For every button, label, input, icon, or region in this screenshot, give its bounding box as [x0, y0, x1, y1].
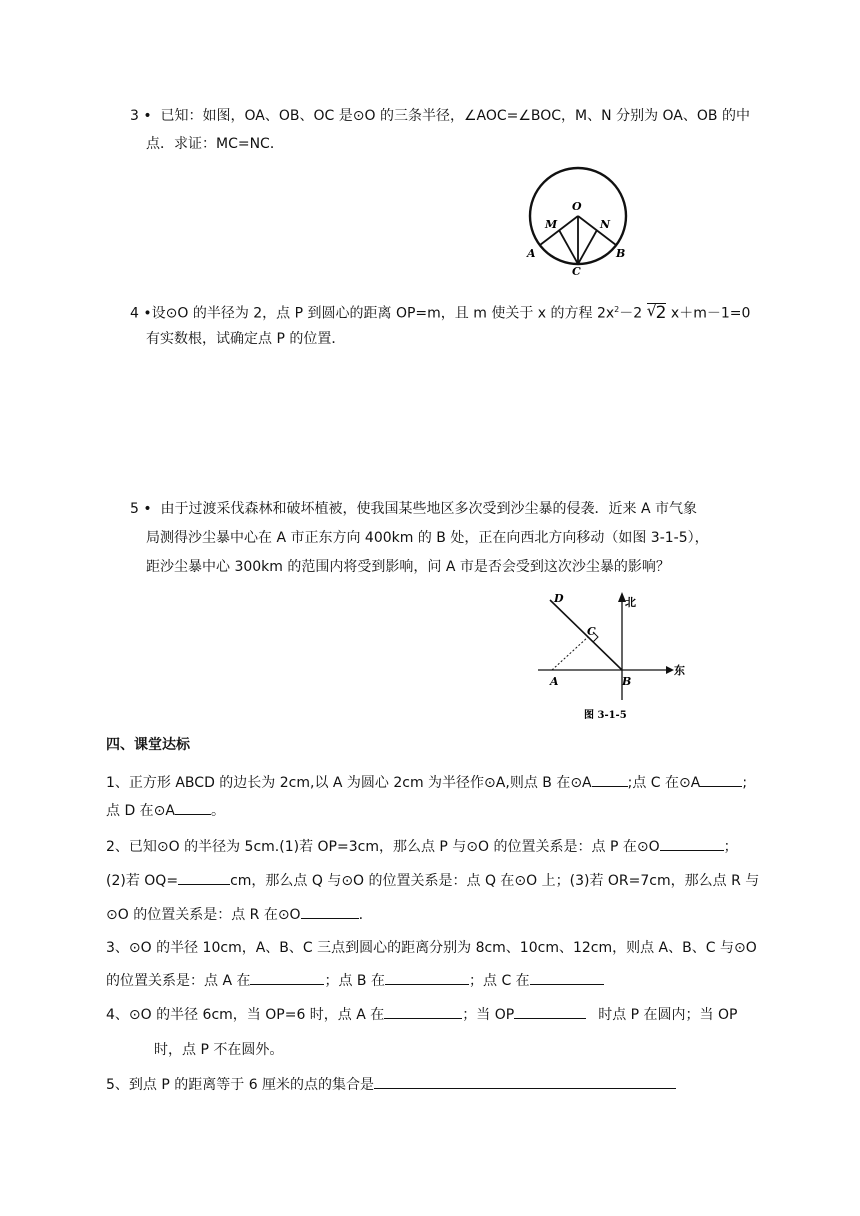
label-n: N — [600, 218, 611, 231]
problem-text: 由于过渡采伐森林和破坏植被，使我国某些地区多次受到沙尘暴的侵袭．近来 A 市气象 — [160, 501, 698, 517]
exercise-text: 2、已知⊙O 的半径为 5cm.(1)若 OP=3cm，那么点 P 与⊙O 的位置关系是：点 P 在⊙O — [106, 839, 660, 855]
exercise-text: ;点 C 在⊙A — [627, 775, 701, 791]
exercise-2-line-2 — [106, 870, 759, 891]
exercise-text: cm，那么点 Q 与⊙O 的位置关系是：点 Q 在⊙O 上；(3)若 OR=7cm，那么点 R 与 — [230, 873, 760, 889]
problem-number: 5 • — [130, 501, 152, 517]
answer-blank[interactable] — [250, 970, 324, 985]
sandstorm-figure — [534, 588, 690, 728]
answer-blank[interactable] — [175, 800, 211, 815]
exercise-4-line-1 — [106, 1004, 737, 1025]
problem-text-b: －2 — [619, 305, 643, 322]
exercise-text: 5、到点 P 的距离等于 6 厘米的点的集合是 — [106, 1077, 375, 1093]
problem-4-line-2: 有实数根，试确定点 P 的位置． — [146, 331, 346, 347]
problem-5-line-3: 距沙尘暴中心 300km 的范围内将受到影响，问 A 市是否会受到这次沙尘暴的影响？ — [146, 559, 670, 575]
problem-number: 3 • — [130, 108, 152, 124]
exercise-4-line-2: 时，点 P 不在圆外。 — [154, 1042, 284, 1058]
segment-nc — [578, 230, 597, 264]
exercise-text: 1、正方形 ABCD 的边长为 2cm,以 A 为圆心 2cm 为半径作⊙A,则点 B 在⊙A — [106, 775, 592, 791]
label-o: O — [572, 200, 582, 213]
sqrt-symbol — [646, 300, 667, 323]
perpendicular-ac — [552, 637, 588, 670]
label-a: A — [550, 675, 559, 688]
exercise-text: ；当 OP — [462, 1007, 515, 1023]
problem-text-c: x＋m－1=0 — [670, 305, 751, 322]
exercise-2-line-3 — [106, 904, 363, 925]
exercise-text: ；点 C 在 — [469, 973, 530, 989]
problem-number: 4 • — [130, 305, 152, 322]
exercise-text: ；点 B 在 — [324, 973, 385, 989]
label-east: 东 — [674, 664, 685, 677]
answer-blank[interactable] — [385, 970, 469, 985]
answer-blank[interactable] — [301, 904, 359, 919]
label-c: C — [587, 625, 596, 638]
answer-blank[interactable] — [530, 970, 604, 985]
radical-sign: √ — [646, 300, 657, 320]
path-bd — [550, 600, 622, 670]
label-b: B — [616, 247, 626, 260]
exercise-text: 。 — [211, 803, 225, 819]
exercise-5-line-1 — [106, 1074, 676, 1095]
problem-3-line-2: 点．求证：MC=NC． — [146, 136, 284, 152]
figure-caption: 图 3-1-5 — [584, 710, 627, 721]
label-b: B — [622, 675, 632, 688]
exercise-2-line-1 — [106, 836, 738, 857]
segment-mc — [559, 230, 578, 264]
answer-blank[interactable] — [514, 1004, 586, 1019]
east-arrow-icon — [666, 666, 674, 674]
problem-5-line-2: 局测得沙尘暴中心在 A 市正东方向 400km 的 B 处，正在向西北方向移动（如图 3-1-5）， — [146, 530, 709, 546]
label-d: D — [554, 592, 564, 605]
exercise-text: ; — [742, 775, 748, 791]
answer-blank[interactable] — [700, 772, 742, 787]
exercise-text: ； — [723, 839, 738, 855]
circle-figure — [520, 166, 640, 278]
sqrt-value: 2 — [655, 302, 667, 323]
answer-blank[interactable] — [592, 772, 628, 787]
exercise-1-line-1 — [106, 772, 747, 793]
exercise-text: (2)若 OQ= — [106, 873, 179, 889]
problem-3-line-1 — [130, 106, 750, 126]
answer-blank[interactable] — [660, 836, 724, 851]
section-title: 四、课堂达标 — [106, 737, 190, 753]
problem-text-a: 设⊙O 的半径为 2，点 P 到圆心的距离 OP=m，且 m 使关于 x 的方程 2x — [151, 305, 615, 322]
answer-blank[interactable] — [374, 1074, 676, 1089]
label-north: 北 — [625, 596, 636, 609]
answer-blank[interactable] — [178, 870, 230, 885]
answer-blank[interactable] — [384, 1004, 462, 1019]
exercise-text: 4、⊙O 的半径 6cm，当 OP=6 时，点 A 在 — [106, 1007, 385, 1023]
exercise-1-line-2 — [106, 800, 225, 821]
exercise-text: 的位置关系是：点 A 在 — [106, 973, 251, 989]
exercise-3-line-2 — [106, 970, 604, 991]
exercise-text: ⊙O 的位置关系是：点 R 在⊙O — [106, 907, 301, 923]
label-c: C — [572, 265, 581, 278]
exercise-3-line-1: 3、⊙O 的半径 10cm，A、B、C 三点到圆心的距离分别为 8cm、10cm、12cm，则点 A、B、C 与⊙O — [106, 940, 757, 956]
problem-5-line-1 — [130, 499, 697, 519]
exercise-text: 点 D 在⊙A — [106, 803, 175, 819]
label-a: A — [527, 247, 536, 260]
exercise-text: . — [358, 907, 364, 923]
exercise-text: 时点 P 在圆内；当 OP — [598, 1007, 738, 1023]
exponent: 2 — [614, 305, 620, 314]
problem-text: 已知：如图，OA、OB、OC 是⊙O 的三条半径，∠AOC=∠BOC，M、N 分别为 OA、OB 的中 — [160, 108, 750, 124]
problem-4-line-1 — [130, 300, 750, 324]
label-m: M — [545, 218, 558, 231]
